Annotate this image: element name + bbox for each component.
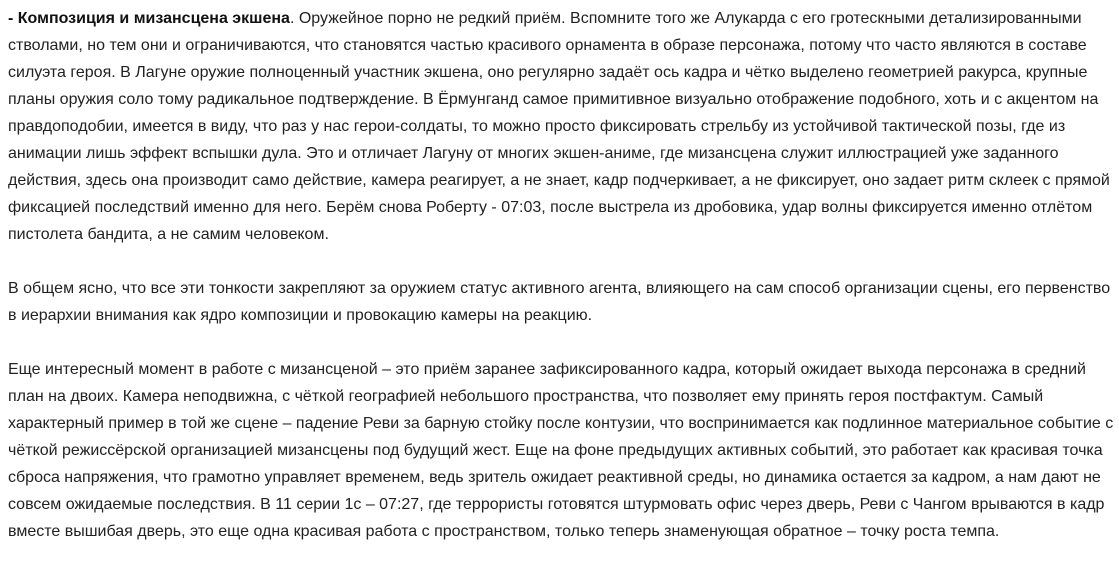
paragraph-fixed-frame — [8, 356, 1119, 545]
paragraph-text: . Оружейное порно не редкий приём. Вспомните того же Алукарда с его гротескными детализированными стволами, но тем они и ограничиваются, что становятся частью красивого орнамента в образе персонажа, потому что часто являются в составе силуэта героя. В Лагуне оружие полноценный участник экшена, оно регулярно задаёт ось кадра и чётко выделено геометрией ракурса, крупные планы оружия соло тому радикальное подтверждение. В Ёрмунганд самое примитивное визуально отображение подобного, хоть и с акцентом на правдоподобии, имеется в виду, что раз у нас герои-солдаты, то можно просто фиксировать стрельбу из устойчивой тактической позы, где из анимации лишь эффект вспышки дула. Это и отличает Лагуну от многих экшен-аниме, где мизансцена служит иллюстрацией уже заданного действия, здесь она производит само действие, камера реагирует, а не знает, кадр подчеркивает, а не фиксирует, оно задает ритм склеек с прямой фиксацией последствий именно для него. Берём снова Роберту - 07:03, после выстрела из дробовика, удар волны фиксируется именно отлётом пистолета бандита, а не самим человеком. — [8, 10, 1110, 243]
paragraph-text: Еще интересный момент в работе с мизансценой – это приём заранее зафиксированного кадра, который ожидает выхода персонажа в средний план на двоих. Камера неподвижна, с чёткой географией небольшого пространства, что позволяет ему принять героя постфактум. Самый характерный пример в той же сцене – падение Реви за барную стойку после контузии, что воспринимается как подлинное материальное событие с чёткой режиссёрской организацией мизансцены под будущий жест. Еще на фоне предыдущих активных событий, это работает как красивая точка сброса напряжения, что грамотно управляет временем, ведь зритель ожидает реактивной среды, но динамика остается за кадром, а нам дают не совсем ожидаемые последствия. В 11 серии 1с – 07:27, где террористы готовятся штурмовать офис через дверь, Реви с Чангом врываются в кадр вместе вышибая дверь, это еще одна красивая работа с пространством, только теперь знаменующая обратное – точку роста темпа. — [8, 361, 1114, 540]
paragraph-action-composition — [8, 5, 1119, 248]
paragraph-weapon-agent — [8, 275, 1119, 329]
paragraph-text: В общем ясно, что все эти тонкости закрепляют за оружием статус активного агента, влияющего на сам способ организации сцены, его первенство в иерархии внимания как ядро композиции и провокацию камеры на реакцию. — [8, 280, 1111, 324]
paragraph-lead-heading: - Композиция и мизансцена экшена — [8, 10, 290, 27]
